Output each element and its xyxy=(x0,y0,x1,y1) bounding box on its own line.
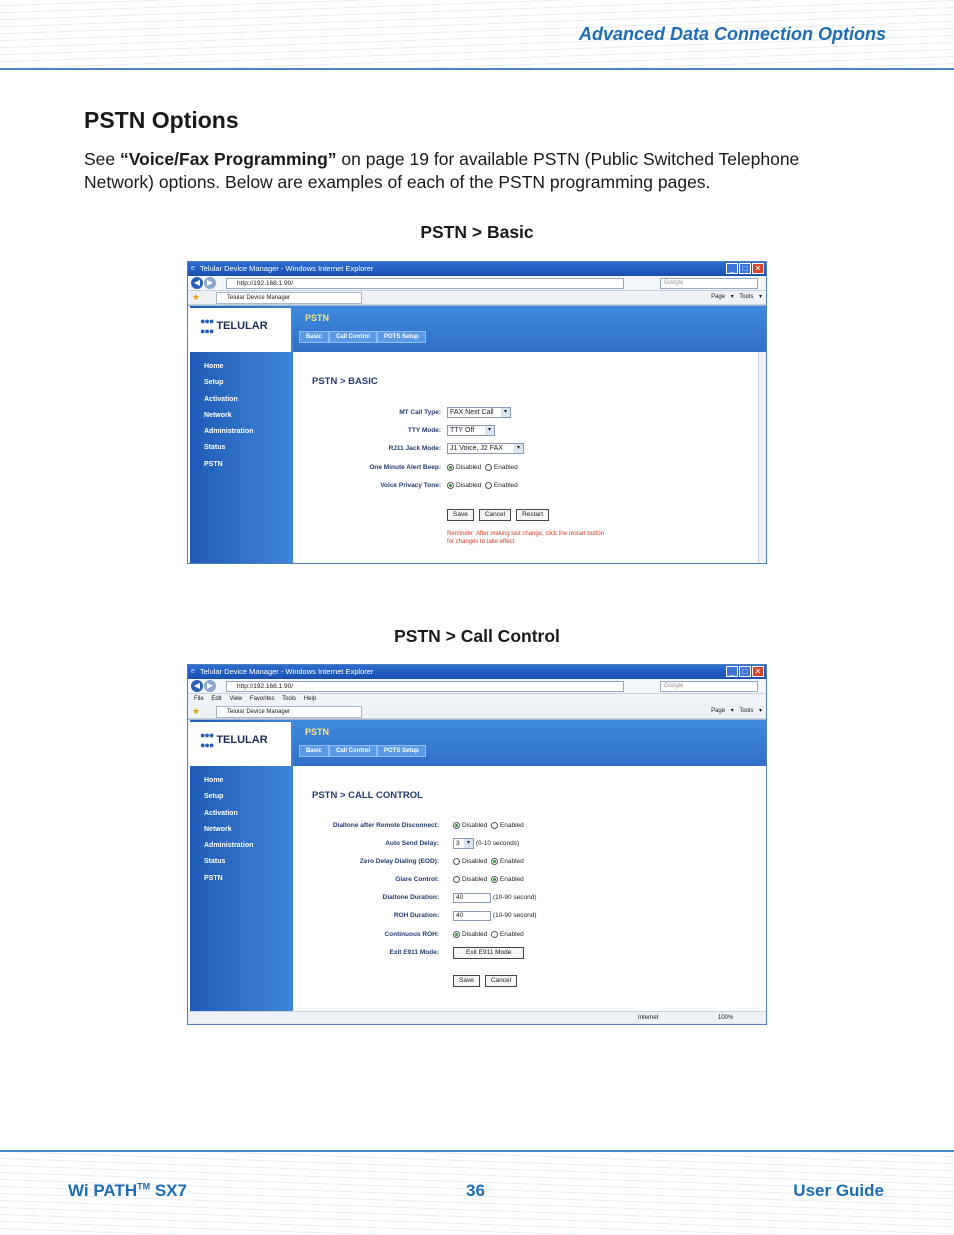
back-icon[interactable]: ◀ xyxy=(191,680,203,692)
auto-send-label: Auto Send Delay: xyxy=(385,840,439,847)
telular-logo xyxy=(190,722,291,766)
restart-button[interactable]: Restart xyxy=(516,509,549,521)
window-title: Telular Device Manager - Windows Internet Explorer xyxy=(200,667,374,676)
radio-label: Enabled xyxy=(499,822,524,829)
privacy-tone-label: Voice Privacy Tone: xyxy=(380,482,441,489)
save-button[interactable]: Save xyxy=(453,975,480,987)
logo-text: TELULAR xyxy=(216,734,268,746)
window-titlebar xyxy=(188,665,766,679)
main-panel xyxy=(293,352,766,563)
maximize-button[interactable]: □ xyxy=(739,263,751,274)
logo-dots-icon: ●●● ●●● xyxy=(200,730,214,750)
alert-beep-label: One Minute Alert Beep: xyxy=(369,464,441,471)
close-button[interactable]: ✕ xyxy=(752,666,764,677)
nav-item-network[interactable]: Network xyxy=(204,825,232,833)
minimize-button[interactable]: _ xyxy=(726,666,738,677)
radio-label: Disabled xyxy=(462,931,488,938)
dialtone-duration-input[interactable]: 40 xyxy=(453,893,491,903)
nav-item-activation[interactable]: Activation xyxy=(204,809,238,817)
maximize-button[interactable]: □ xyxy=(739,666,751,677)
radio-label: Enabled xyxy=(499,858,524,865)
url-input[interactable]: http://192.168.1.90/ xyxy=(226,278,624,289)
status-zone: Internet xyxy=(638,1015,659,1021)
auto-send-select[interactable]: 3 ▾ xyxy=(453,838,474,849)
favorites-star-icon[interactable]: ★ xyxy=(192,292,201,302)
cancel-button[interactable]: Cancel xyxy=(485,975,517,987)
radio-label: Enabled xyxy=(499,931,524,938)
footer-product xyxy=(68,1181,187,1201)
footer-guide: User Guide xyxy=(793,1181,884,1200)
dialtone-after-label: Dialtone after Remote Disconnect: xyxy=(332,822,439,829)
telular-logo xyxy=(190,308,291,352)
zoom-level[interactable]: 100% xyxy=(718,1015,734,1021)
nav-item-home[interactable]: Home xyxy=(204,363,224,370)
browser-tab[interactable]: Telular Device Manager xyxy=(216,292,362,304)
panel-title: PSTN > CALL CONTROL xyxy=(312,790,423,801)
app-header xyxy=(293,720,766,766)
glare-disabled-radio[interactable] xyxy=(453,876,460,883)
panel-title: PSTN > BASIC xyxy=(312,376,378,387)
reminder-text: Reminder: After making last change, click the restart button for changes to take effect. xyxy=(447,531,605,545)
nav-item-setup[interactable]: Setup xyxy=(204,793,224,801)
nav-item-home[interactable]: Home xyxy=(204,777,224,784)
tab-basic[interactable]: Basic xyxy=(299,745,329,757)
logo-text: TELULAR xyxy=(216,320,268,332)
dialtone-after-disabled-radio[interactable] xyxy=(453,822,460,829)
favorites-star-icon[interactable]: ★ xyxy=(192,706,201,716)
nav-item-status[interactable]: Status xyxy=(204,444,226,452)
exit-e911-label: Exit E911 Mode: xyxy=(389,949,439,956)
zero-delay-disabled-radio[interactable] xyxy=(453,858,460,865)
alert-beep-disabled-radio[interactable] xyxy=(447,464,454,471)
ie-icon: e xyxy=(191,265,195,272)
zero-delay-label: Zero Delay Dialing (EOD): xyxy=(359,858,439,865)
search-input[interactable]: Google xyxy=(660,681,758,692)
header-rule xyxy=(0,68,954,70)
forward-icon[interactable]: ▶ xyxy=(204,680,216,692)
app-page-name: PSTN xyxy=(305,727,330,737)
nav-item-administration[interactable]: Administration xyxy=(204,842,254,850)
address-bar xyxy=(188,276,766,291)
page-content xyxy=(188,305,766,563)
tab-pots-setup[interactable]: POTS Setup xyxy=(377,331,426,343)
command-bar[interactable]: Page ▾ Tools ▾ xyxy=(711,294,762,300)
glare-enabled-radio[interactable] xyxy=(491,876,498,883)
tty-mode-label: TTY Mode: xyxy=(407,427,441,434)
radio-label: Disabled xyxy=(462,858,488,865)
nav-item-network[interactable]: Network xyxy=(204,411,232,419)
dialtone-duration-label: Dialtone Duration: xyxy=(382,894,439,901)
nav-menu xyxy=(204,777,253,891)
app-page-name: PSTN xyxy=(305,313,330,323)
page-heading: PSTN Options xyxy=(84,107,239,133)
radio-label: Enabled xyxy=(493,464,518,471)
nav-item-pstn[interactable]: PSTN xyxy=(204,874,223,882)
exit-e911-button[interactable]: Exit E911 Mode xyxy=(453,947,524,959)
dialtone-after-enabled-radio[interactable] xyxy=(491,822,498,829)
mt-call-type-select[interactable]: FAX Next Call ▾ xyxy=(447,407,511,418)
nav-item-administration[interactable]: Administration xyxy=(204,428,254,436)
radio-label: Disabled xyxy=(462,822,488,829)
tab-call-control[interactable]: Call Control xyxy=(329,745,377,757)
tab-basic[interactable]: Basic xyxy=(299,331,329,343)
logo-dots-icon: ●●● ●●● xyxy=(200,316,214,336)
address-bar xyxy=(188,679,766,694)
trademark: TM xyxy=(137,1181,151,1192)
dialtone-duration-hint: (10-90 second) xyxy=(492,894,537,901)
menu-bar[interactable]: File Edit View Favorites Tools Help xyxy=(188,694,766,705)
tab-pots-setup[interactable]: POTS Setup xyxy=(377,745,426,757)
mt-call-type-label: MT Call Type: xyxy=(399,409,441,416)
glare-label: Glare Control: xyxy=(395,876,439,883)
minimize-button[interactable]: _ xyxy=(726,263,738,274)
scrollbar[interactable] xyxy=(758,352,766,563)
ie-icon: e xyxy=(191,668,195,675)
privacy-tone-disabled-radio[interactable] xyxy=(447,482,454,489)
intro-paragraph xyxy=(84,148,874,194)
browser-window-basic xyxy=(187,261,767,564)
page-content xyxy=(188,719,766,1011)
rj11-jack-mode-label: RJ11 Jack Mode: xyxy=(388,445,441,452)
alert-beep-enabled-radio[interactable] xyxy=(485,464,492,471)
roh-duration-hint: (10-90 second) xyxy=(492,912,537,919)
browser-window-call-control xyxy=(187,664,767,1025)
save-button[interactable]: Save xyxy=(447,509,474,521)
status-bar xyxy=(188,1011,766,1023)
zero-delay-enabled-radio[interactable] xyxy=(491,858,498,865)
window-titlebar xyxy=(188,262,766,276)
radio-label: Disabled xyxy=(456,464,482,471)
radio-label: Enabled xyxy=(499,876,524,883)
cancel-button[interactable]: Cancel xyxy=(479,509,511,521)
product-name: Wi PATH xyxy=(68,1181,138,1200)
tab-call-control[interactable]: Call Control xyxy=(329,331,377,343)
intro-text-rest: on page 19 for available PSTN (Public Switched Telephone Network) options. Below are examples of each of the PSTN programming pages. xyxy=(84,149,800,192)
continuous-roh-disabled-radio[interactable] xyxy=(453,931,460,938)
continuous-roh-enabled-radio[interactable] xyxy=(491,931,498,938)
page-number: 36 xyxy=(466,1181,485,1200)
nav-item-setup[interactable]: Setup xyxy=(204,379,224,387)
nav-menu xyxy=(204,363,253,477)
tty-mode-select[interactable]: TTY Off ▾ xyxy=(447,425,495,436)
section-title: Advanced Data Connection Options xyxy=(578,24,886,44)
intro-reference: “Voice/Fax Programming” xyxy=(120,149,337,169)
browser-tab[interactable]: Telular Device Manager xyxy=(216,706,362,718)
product-model: SX7 xyxy=(150,1181,187,1200)
app-header xyxy=(293,306,766,352)
main-panel xyxy=(293,766,766,1011)
nav-item-activation[interactable]: Activation xyxy=(204,395,238,403)
search-input[interactable]: Google xyxy=(660,278,758,289)
roh-duration-input[interactable]: 40 xyxy=(453,911,491,921)
privacy-tone-enabled-radio[interactable] xyxy=(485,482,492,489)
radio-label: Disabled xyxy=(462,876,488,883)
forward-icon[interactable]: ▶ xyxy=(204,277,216,289)
rj11-jack-mode-select[interactable]: J1 Voice, J2 FAX ▾ xyxy=(447,443,524,454)
intro-text: See xyxy=(84,149,120,169)
radio-label: Disabled xyxy=(456,482,482,489)
tab-bar xyxy=(188,291,766,305)
nav-item-pstn[interactable]: PSTN xyxy=(204,460,223,468)
caption-call-control: PSTN > Call Control xyxy=(394,626,560,646)
caption-basic: PSTN > Basic xyxy=(420,222,534,242)
footer-rule xyxy=(0,1150,954,1152)
nav-item-status[interactable]: Status xyxy=(204,858,226,866)
close-button[interactable]: ✕ xyxy=(752,263,764,274)
continuous-roh-label: Continuous ROH: xyxy=(384,931,439,938)
window-title: Telular Device Manager - Windows Internet Explorer xyxy=(200,264,374,273)
command-bar[interactable]: Page ▾ Tools ▾ xyxy=(711,708,762,714)
radio-label: Enabled xyxy=(493,482,518,489)
roh-duration-label: ROH Duration: xyxy=(393,912,439,919)
auto-send-hint: (0-10 seconds) xyxy=(475,840,520,847)
url-input[interactable]: http://192.168.1.90/ xyxy=(226,681,624,692)
back-icon[interactable]: ◀ xyxy=(191,277,203,289)
tab-bar xyxy=(188,705,766,719)
